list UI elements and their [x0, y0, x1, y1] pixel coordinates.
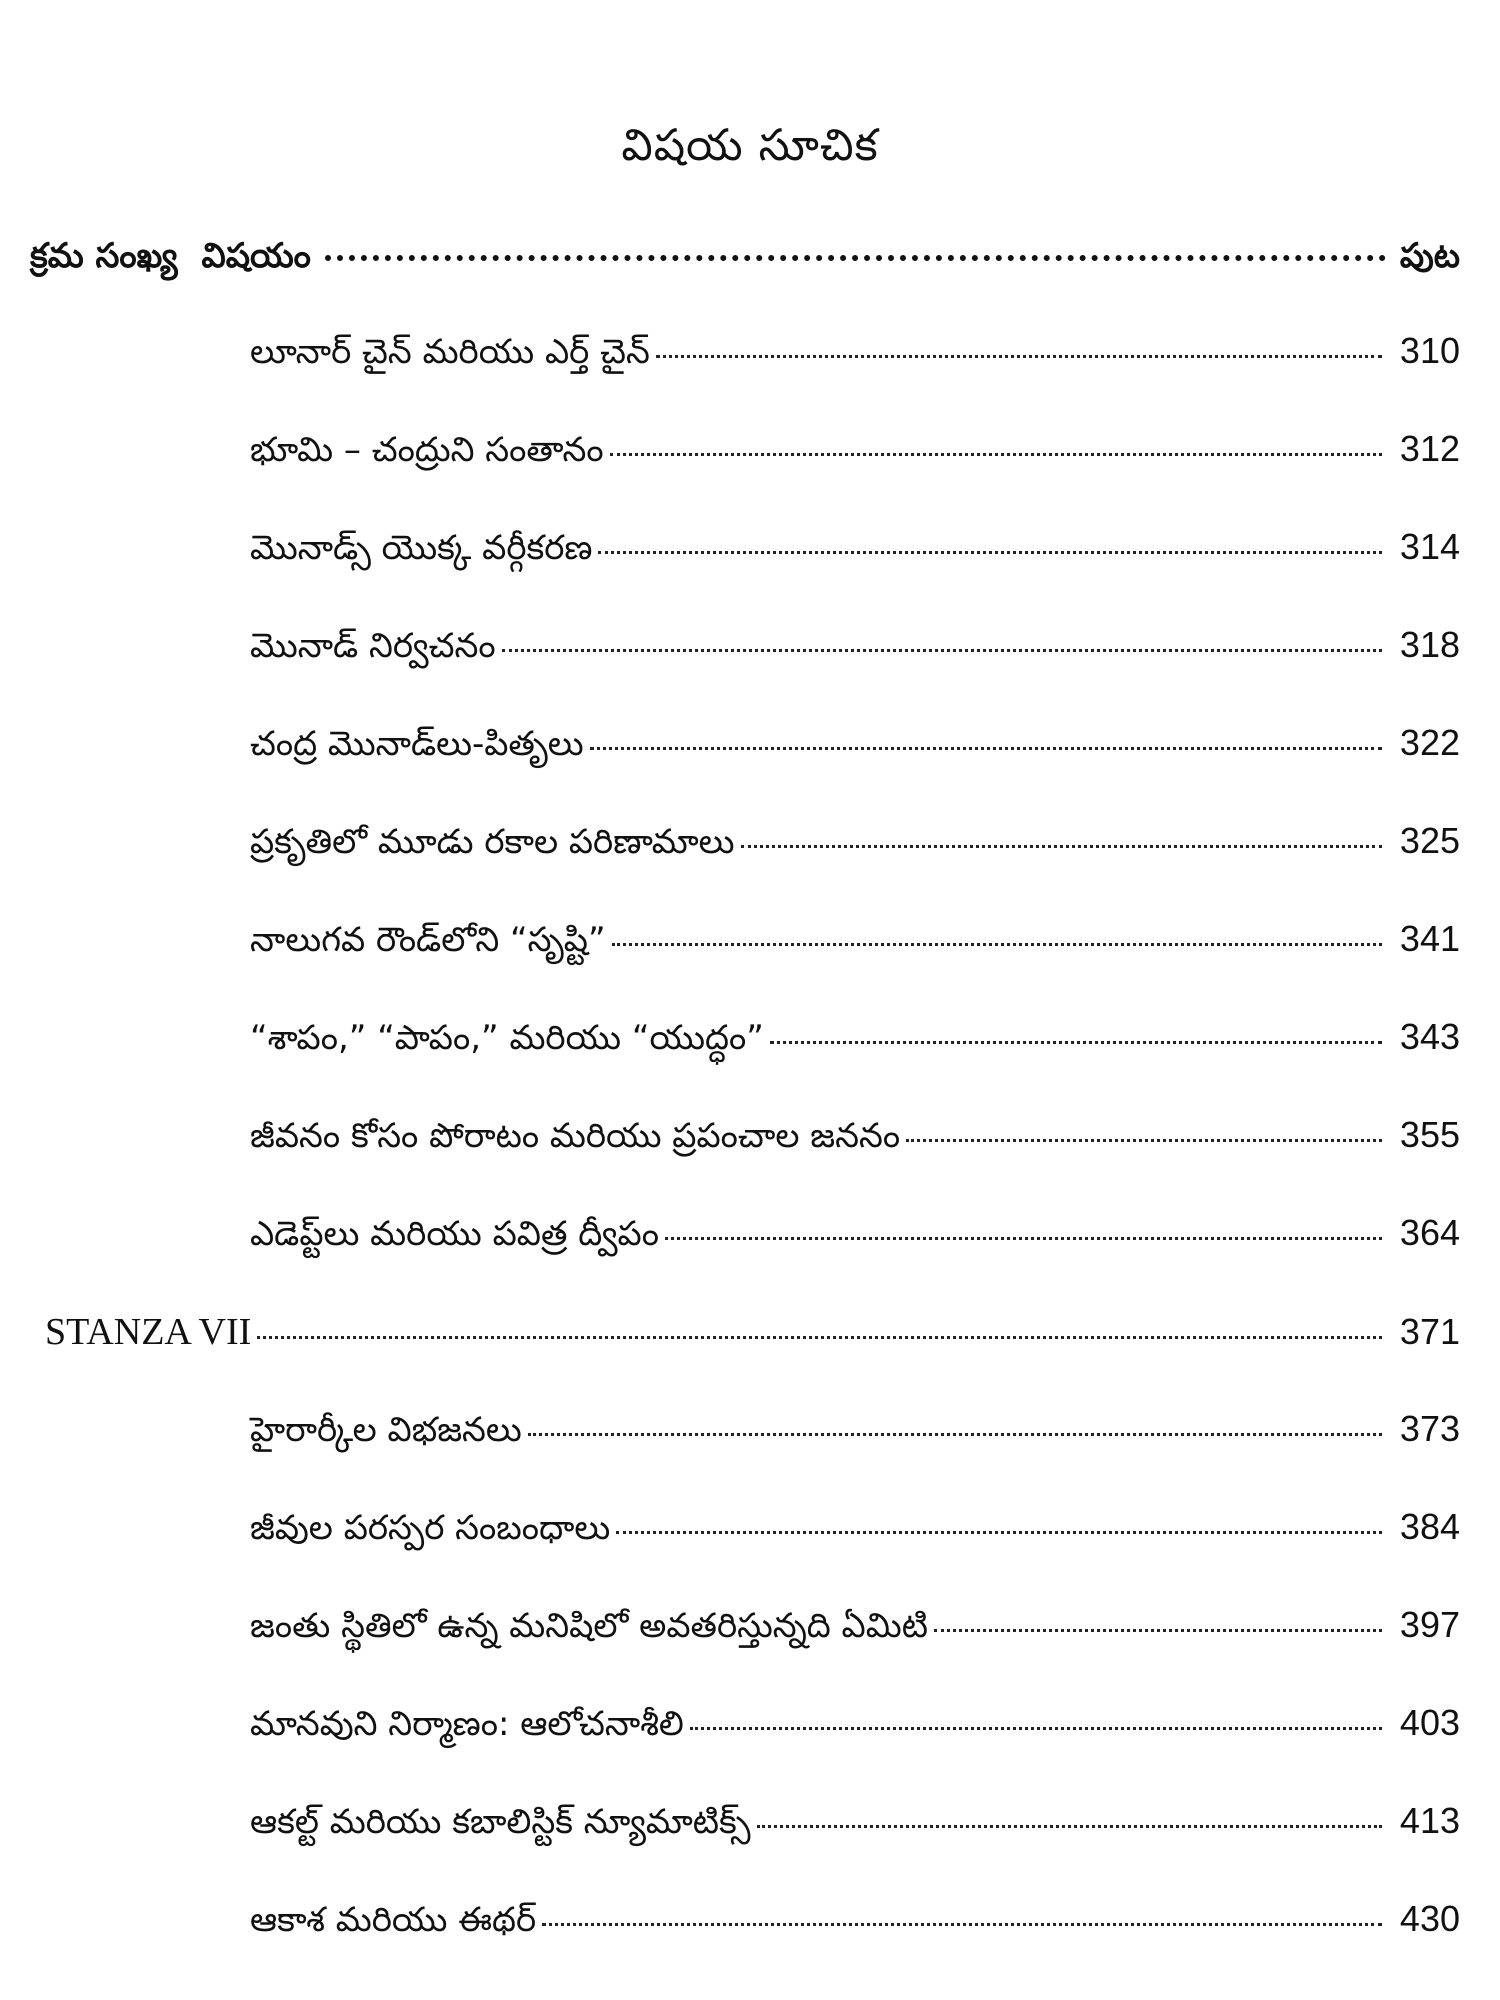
toc-entry	[250, 1800, 1460, 1850]
dot-leader	[741, 845, 1382, 848]
dot-leader	[906, 1139, 1382, 1142]
toc-section-heading	[45, 1310, 1460, 1354]
entry-page-number: 413	[1399, 1800, 1460, 1841]
toc-entry	[250, 1408, 1460, 1458]
dot-leader	[598, 551, 1382, 554]
entry-page-number: 397	[1399, 1604, 1460, 1645]
entry-label: చంద్ర మొనాడ్‌లు-పితృలు	[250, 724, 584, 764]
page-heading: పుట	[1399, 236, 1460, 276]
entry-page-number: 314	[1399, 526, 1460, 567]
entry-page-number: 364	[1399, 1212, 1460, 1253]
dot-leader	[257, 1336, 1382, 1339]
section-label: STANZA VII	[45, 1311, 252, 1353]
dot-leader	[665, 1237, 1382, 1240]
dot-leader	[934, 1629, 1382, 1632]
toc-entry	[250, 918, 1460, 968]
entry-page-number: 318	[1399, 624, 1460, 665]
dot-leader	[770, 1041, 1382, 1044]
entry-label: ఆకల్ట్ మరియు కబాలిస్టిక్ న్యూమాటిక్స్	[250, 1802, 751, 1842]
toc-entry	[250, 1506, 1460, 1556]
toc-entry	[250, 820, 1460, 870]
entry-page-number: 373	[1399, 1408, 1460, 1449]
entry-page-number: 322	[1399, 722, 1460, 763]
topic-heading: విషయం	[201, 236, 311, 276]
entry-label: హైరార్కీల విభజనలు	[250, 1410, 522, 1450]
dot-leader	[590, 747, 1382, 750]
entry-label: మానవుని నిర్మాణం: ఆలోచనాశీలి	[250, 1704, 684, 1744]
toc-entry	[250, 1604, 1460, 1654]
toc-entry	[250, 1702, 1460, 1752]
dot-leader	[616, 1531, 1382, 1534]
entry-page-number: 325	[1399, 820, 1460, 861]
toc-entry	[250, 526, 1460, 576]
toc-entry	[250, 330, 1460, 380]
toc-entry	[250, 1016, 1460, 1066]
dot-leader	[610, 453, 1382, 456]
entry-page-number: 310	[1399, 330, 1460, 371]
dot-leader	[656, 355, 1382, 358]
dot-leader	[502, 649, 1382, 652]
entry-page-number: 403	[1399, 1702, 1460, 1743]
toc-entry	[250, 1114, 1460, 1164]
entry-page-number: 343	[1399, 1016, 1460, 1057]
entry-label: మొనాడ్ నిర్వచనం	[250, 626, 496, 666]
entry-label: నాలుగవ రౌండ్‌లోని “సృష్టి”	[250, 920, 606, 960]
serial-number-heading: క్రమ సంఖ్య	[30, 236, 178, 276]
entry-label: మొనాడ్స్ యొక్క వర్గీకరణ	[250, 528, 593, 568]
entry-label: ఆకాశ మరియు ఈథర్	[250, 1900, 537, 1940]
entry-page-number: 430	[1399, 1898, 1460, 1939]
dot-leader	[528, 1433, 1382, 1436]
toc-header	[30, 236, 1460, 284]
toc-entry	[250, 1898, 1460, 1948]
dot-leader	[690, 1727, 1382, 1730]
entry-label: జంతు స్థితిలో ఉన్న మనిషిలో అవతరిస్తున్నది ఏమిటి	[250, 1606, 928, 1646]
entry-label: జీవనం కోసం పోరాటం మరియు ప్రపంచాల జననం	[250, 1116, 901, 1156]
entry-label: జీవుల పరస్పర సంబంధాలు	[250, 1508, 611, 1548]
entry-page-number: 341	[1399, 918, 1460, 959]
dot-leader	[325, 255, 1386, 261]
toc-entry	[250, 624, 1460, 674]
entry-page-number: 371	[1399, 1311, 1460, 1352]
entry-label: ప్రకృతిలో మూడు రకాల పరిణామాలు	[250, 822, 735, 862]
dot-leader	[542, 1923, 1382, 1926]
dot-leader	[612, 943, 1382, 946]
entry-page-number: 384	[1399, 1506, 1460, 1547]
entry-label: భూమి – చంద్రుని సంతానం	[250, 430, 604, 470]
entry-page-number: 312	[1399, 428, 1460, 469]
toc-entry	[250, 428, 1460, 478]
page-title: విషయ సూచిక	[621, 120, 879, 171]
entry-page-number: 355	[1399, 1114, 1460, 1155]
toc-entry	[250, 722, 1460, 772]
entry-label: లూనార్ చైన్ మరియు ఎర్త్ చైన్	[250, 332, 650, 372]
entry-label: “శాపం,” “పాపం,” మరియు “యుద్ధం”	[250, 1018, 764, 1058]
entry-label: ఎడెప్ట్‌లు మరియు పవిత్ర ద్వీపం	[250, 1214, 659, 1254]
toc-entry	[250, 1212, 1460, 1262]
dot-leader	[757, 1825, 1382, 1828]
